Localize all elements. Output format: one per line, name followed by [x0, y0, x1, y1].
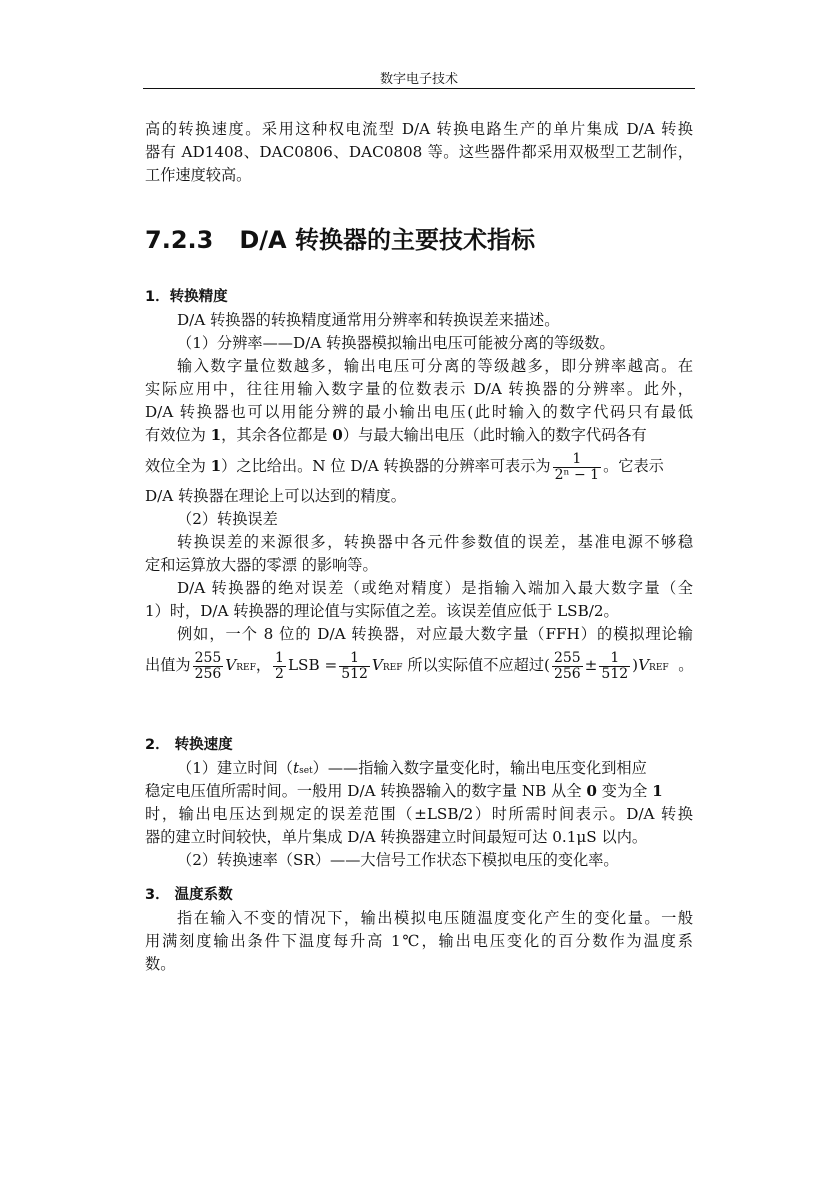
intro-line-3: 工作速度较高。 — [145, 166, 252, 184]
text-run: 。它表示 — [603, 457, 664, 475]
s2-l4: 器的建立时间较快，单片集成 D/A 转换器建立时间最短可达 0.1μS 以内。 — [145, 828, 648, 846]
fraction-numerator: 1 — [553, 452, 602, 468]
text-run: 出值为 — [145, 656, 191, 674]
fraction-numerator: 255 — [194, 649, 222, 666]
fraction-1-2 — [273, 651, 286, 682]
fraction-denominator: 256 — [194, 665, 222, 682]
section-title: D/A 转换器的主要技术指标 — [239, 226, 535, 254]
fraction-1-512 — [599, 651, 630, 682]
s1-p4-l1: D/A 转换器的绝对误差（或绝对精度）是指输入端加入最大数字量（全 — [177, 579, 693, 597]
text-run: 有效位为 — [145, 426, 211, 444]
lsb-equals: LSB = — [287, 656, 338, 674]
s1-p3-l2: 定和运算放大器的零漂 的影响等。 — [145, 556, 378, 574]
s2-l5: （2）转换速率（SR）——大信号工作状态下模拟电压的变化率。 — [177, 851, 619, 869]
s1-p2-l2: 实际应用中，往往用输入数字量的位数表示 D/A 转换器的分辨率。此外， — [145, 380, 693, 398]
vref-subscript: REF — [236, 663, 256, 673]
s1-p2-l1: 输入数字量位数越多，输出电压可分离的等级越多，即分辨率越高。在 — [177, 357, 693, 375]
running-header: 数字电子技术 — [379, 72, 458, 87]
text-run: ）——指输入数字量变化时，输出电压变化到相应 — [312, 759, 647, 777]
tset-symbol: t — [292, 759, 300, 777]
vref-symbol: V — [225, 656, 237, 674]
s1-p1: D/A 转换器的转换精度通常用分辨率和转换误差来描述。 — [177, 311, 560, 329]
fraction-denominator: 256 — [553, 665, 581, 682]
fraction-numerator: 255 — [553, 649, 581, 666]
s3-l1: 指在输入不变的情况下，输出模拟电压随温度变化产生的变化量。一般 — [177, 909, 693, 927]
s1-p2-l6: D/A 转换器在理论上可以达到的精度。 — [145, 487, 406, 505]
fraction-1-512 — [339, 651, 370, 682]
s1-p5-l1: 例如，一个 8 位的 D/A 转换器，对应最大数字量（FFH）的模拟理论输 — [177, 625, 693, 643]
s2-l1 — [145, 757, 693, 780]
fraction-denominator: 512 — [601, 665, 629, 682]
bold-digit: 1 — [652, 782, 663, 800]
s1-p4-l2: 1）时，D/A 转换器的理论值与实际值之差。该误差值应低于 LSB/2。 — [145, 602, 619, 620]
s3-l2: 用满刻度输出条件下温度每升高 1℃，输出电压变化的百分数作为温度系 — [145, 932, 693, 950]
vref-subscript: REF — [649, 663, 669, 673]
s1-p2-l5 — [145, 447, 693, 485]
fraction-255-256 — [193, 651, 224, 682]
s1-p3-l1: 转换误差的来源很多，转换器中各元件参数值的误差，基准电源不够稳 — [177, 533, 693, 551]
text-run: 变为全 — [596, 782, 653, 800]
text-run: 稳定电压值所需时间。一般用 D/A 转换器输入的数字量 NB 从全 — [145, 782, 587, 800]
intro-paragraph — [145, 118, 693, 187]
text-run: （1）建立时间（ — [177, 759, 293, 777]
s2-heading: 2． 转换速度 — [145, 737, 233, 753]
text-run: 所以实际值不应超过( — [407, 656, 550, 674]
section-1 — [145, 286, 693, 684]
section-heading — [145, 220, 535, 255]
s3-heading: 3． 温度系数 — [145, 887, 233, 903]
tset-subscript: set — [299, 766, 313, 776]
resolution-fraction — [553, 452, 602, 483]
s2-l2 — [145, 780, 693, 803]
intro-line-1: 高的转换速度。采用这种权电流型 D/A 转换电路生产的单片集成 D/A 转换 — [145, 120, 693, 138]
s1-sub2: （2）转换误差 — [177, 510, 278, 528]
text-run: ， — [255, 656, 272, 674]
text-run: ) — [632, 656, 639, 674]
section-number: 7.2.3 — [145, 226, 214, 254]
section-3 — [145, 884, 693, 976]
fraction-denominator: 512 — [341, 665, 368, 682]
fraction-numerator: 1 — [275, 649, 284, 666]
fraction-numerator: 1 — [599, 651, 630, 667]
text-run: ，其余各位都是 — [221, 426, 333, 444]
s3-l3: 数。 — [145, 955, 176, 973]
bold-digit: 0 — [332, 426, 343, 444]
s1-p2-l4 — [145, 424, 693, 447]
vref-subscript: REF — [382, 663, 403, 673]
header-rule — [143, 88, 695, 89]
fraction-255-256 — [552, 651, 583, 682]
text-run: 。 — [678, 656, 694, 674]
plus-minus: ± — [584, 656, 598, 674]
s1-p2-l3: D/A 转换器也可以用能分辨的最小输出电压(此时输入的数字代码只有最低 — [145, 403, 693, 421]
bold-digit: 1 — [210, 457, 222, 475]
bold-digit: 0 — [586, 782, 597, 800]
s1-sub1: （1）分辨率——D/A 转换器模拟输出电压可能被分离的等级数。 — [177, 334, 615, 352]
vref-symbol: V — [638, 656, 650, 674]
fraction-denominator: 2ⁿ − 1 — [554, 466, 600, 483]
text-run: 效位全为 — [145, 457, 211, 475]
intro-line-2: 器有 AD1408、DAC0806、DAC0808 等。这些器件都采用双极型工艺制作， — [145, 143, 693, 161]
fraction-numerator: 1 — [339, 651, 370, 667]
fraction-denominator: 2 — [275, 665, 284, 682]
text-run: ）与最大输出电压（此时输入的数字代码各有 — [342, 426, 647, 444]
bold-digit: 1 — [210, 426, 222, 444]
text-run: ）之比给出。N 位 D/A 转换器的分辨率可表示为 — [221, 457, 551, 475]
s1-heading: 1．转换精度 — [145, 289, 228, 305]
vref-symbol: V — [371, 656, 383, 674]
s1-p5-l2 — [145, 646, 693, 684]
section-2 — [145, 734, 693, 872]
s2-l3: 时，输出电压达到规定的误差范围（±LSB/2）时所需时间表示。D/A 转换 — [145, 805, 693, 823]
